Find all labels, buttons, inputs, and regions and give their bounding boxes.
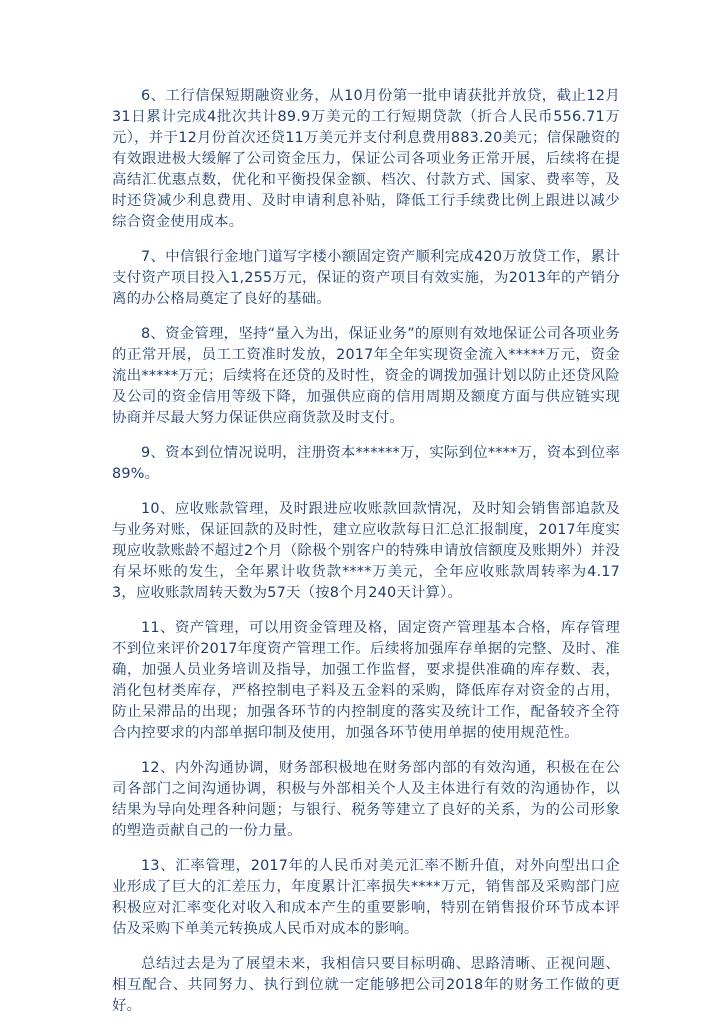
- document-body: [112, 86, 620, 1031]
- paragraph-10-receivables: 10、应收账款管理，及时跟进应收账款回款情况，及时知会销售部追款及与业务对账，保证回款的及时性，建立应收款每日汇总汇报制度，2017年度实现应收款账龄不超过2个月（除极个别客户的特殊申请放信额度及账期外）并没有呆坏账的发生，全年累计收货款****万美元，全年应收账款周转率为4.173，应收账款周转天数为57天（按8个月240天计算）。: [112, 501, 620, 601]
- paragraph-7-fixed-assets-loan: 7、中信银行金地门道写字楼小额固定资产顺利完成420万放贷工作，累计支付资产项目投入1,255万元，保证的资产项目有效实施，为2013年的产销分离的办公格局奠定了良好的基础。: [112, 249, 620, 307]
- paragraph-summary: 总结过去是为了展望未来，我相信只要目标明确、思路清晰、正视问题、相互配合、共同努力、执行到位就一定能够把公司2018年的财务工作做的更好。: [112, 956, 620, 1014]
- paragraph-6-financing: 6、工行信保短期融资业务，从10月份第一批申请获批并放贷，截止12月31日累计完成4批次共计89.9万美元的工行短期贷款（折合人民币556.71万元），并于12月份首次还贷11万美元并支付利息费用883.20美元；信保融资的有效跟进极大缓解了公司资金压力，保证公司各项业务正常开展，后续将在提高结汇优惠点数，优化和平衡投保金额、档次、付款方式、国家、费率等，及时还贷减少利息费用、及时申请利息补贴，降低工行手续费比例上跟进以减少综合资金使用成本。: [112, 88, 620, 230]
- paragraph-8-fund-management: 8、资金管理，坚持“量入为出，保证业务”的原则有效地保证公司各项业务的正常开展，员工工资准时发放，2017年全年实现资金流入*****万元，资金流出*****万元；后续将在还贷的及时性，资金的调拨加强计划以防止还贷风险及公司的资金信用等级下降，加强供应商的信用周期及额度方面与供应链实现协商并尽最大努力保证供应商货款及时支付。: [112, 326, 620, 426]
- paragraph-11-asset-management: 11、资产管理，可以用资金管理及格，固定资产管理基本合格，库存管理不到位来评价2017年度资产管理工作。后续将加强库存单据的完整、及时、准确，加强人员业务培训及指导，加强工作监督，要求提供准确的库存数、表，消化包材类库存，严格控制电子料及五金料的采购，降低库存对资金的占用，防止呆滞品的出现；加强各环节的内控制度的落实及统计工作，配备较齐全符合内控要求的内部单据印制及使用，加强各环节使用单据的使用规范性。: [112, 620, 620, 741]
- paragraph-13-exchange-rate: 13、汇率管理，2017年的人民币对美元汇率不断升值，对外向型出口企业形成了巨大的汇差压力，年度累计汇率损失****万元，销售部及采购部门应积极应对汇率变化对收入和成本产生的重要影响，特别在销售报价环节成本评估及采购下单美元转换成人民币对成本的影响。: [112, 858, 620, 937]
- paragraph-9-capital: 9、资本到位情况说明，注册资本******万，实际到位****万，资本到位率89%。: [112, 445, 620, 482]
- paragraph-12-communication: 12、内外沟通协调，财务部积极地在财务部内部的有效沟通，积极在在公司各部门之间沟通协调，积极与外部相关个人及主体进行有效的沟通协作，以结果为导向处理各种问题；与银行、税务等建立了良好的关系，为的公司形象的塑造贡献自己的一份力量。: [112, 760, 620, 839]
